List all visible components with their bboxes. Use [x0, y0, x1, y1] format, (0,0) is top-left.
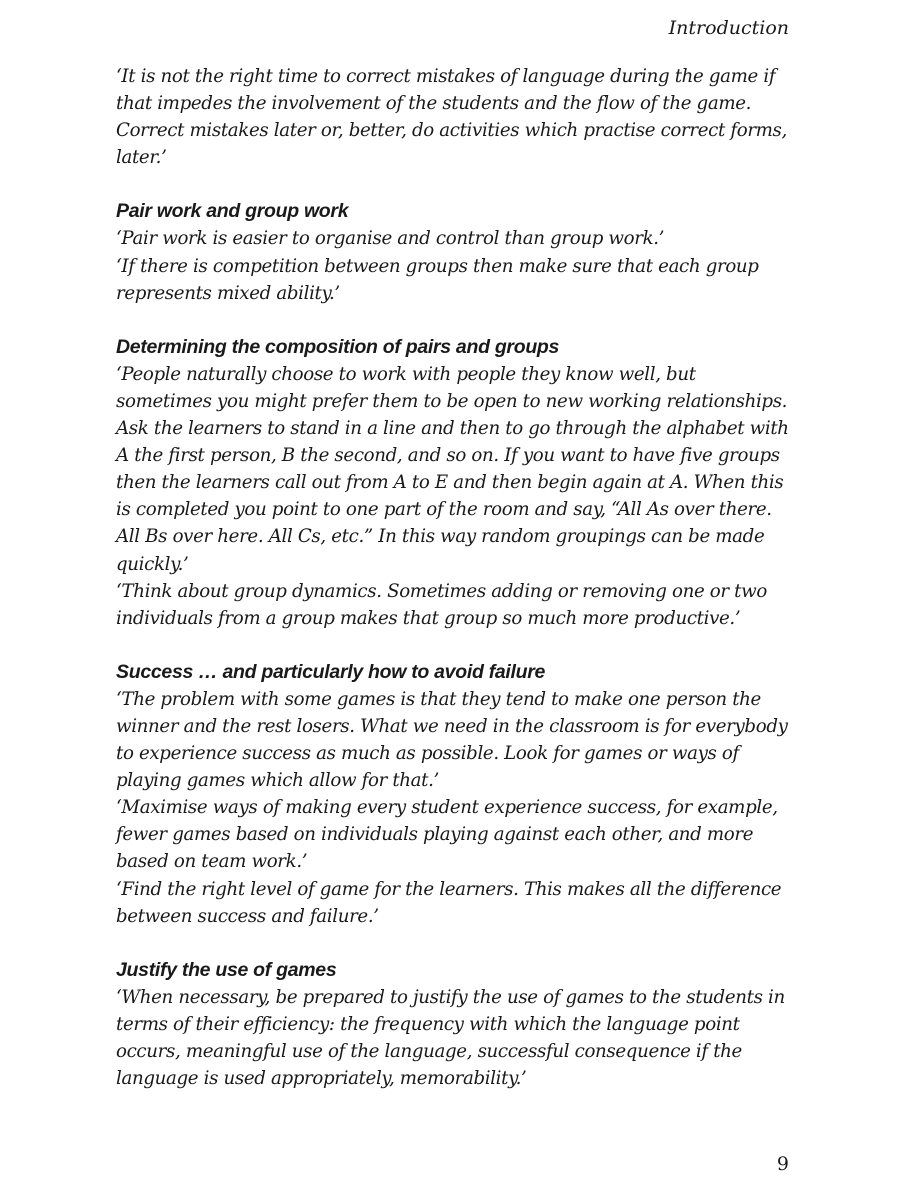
quote-paragraph: ‘Maximise ways of making every student experience success, for example, fewer games based on individuals playing against each other, and more based on team work.’ — [116, 797, 778, 873]
quote-paragraph: ‘The problem with some games is that they tend to make one person the winner and the rest losers. What we need in the classroom is for everybody to experience success as much as possible. Look for games or ways of playing games which allow for that.’ — [116, 688, 788, 792]
running-head: Introduction — [668, 17, 789, 39]
section-justify-games — [116, 957, 796, 1092]
page-body — [116, 63, 796, 1092]
section-heading: Justify the use of games — [116, 958, 337, 981]
quote-paragraph: ‘Find the right level of game for the learners. This makes all the difference between success and failure.’ — [116, 878, 782, 927]
quote-paragraph: ‘Think about group dynamics. Sometimes adding or removing one or two individuals from a group makes that group so much more productive.’ — [116, 580, 767, 629]
section-group-composition — [116, 334, 796, 632]
quote-paragraph: ‘When necessary, be prepared to justify the use of games to the students in terms of their efficiency: the frequency with which the language point occurs, meaningful use of the language, successful consequence if the language is used appropriately, memorability.’ — [116, 986, 785, 1090]
quote-paragraph: ‘If there is competition between groups then make sure that each group represents mixed ability.’ — [116, 255, 759, 304]
section-heading: Success … and particularly how to avoid failure — [116, 660, 546, 683]
quote-paragraph: ‘People naturally choose to work with people they know well, but sometimes you might prefer them to be open to new working relationships. Ask the learners to stand in a line and then to go through the alphabet with A the first person, B the second, and so on. If you want to have five groups then the learners call out from A to E and then begin again at A. When this is completed you point to one part of the room and say, “All As over there. All Bs over here. All Cs, etc.” In this way random groupings can be made quickly.’ — [116, 363, 789, 575]
intro-paragraph: ‘It is not the right time to correct mistakes of language during the game if that impedes the involvement of the students and the flow of the game. Correct mistakes later or, better, do activities which practise correct forms, later.’ — [116, 66, 787, 169]
quote-paragraph: ‘Pair work is easier to organise and control than group work.’ — [116, 228, 665, 250]
section-success — [116, 659, 796, 930]
section-pair-work — [116, 198, 796, 306]
section-heading: Pair work and group work — [116, 200, 349, 223]
page-number: 9 — [776, 1153, 789, 1175]
section-heading: Determining the composition of pairs and groups — [116, 335, 560, 358]
